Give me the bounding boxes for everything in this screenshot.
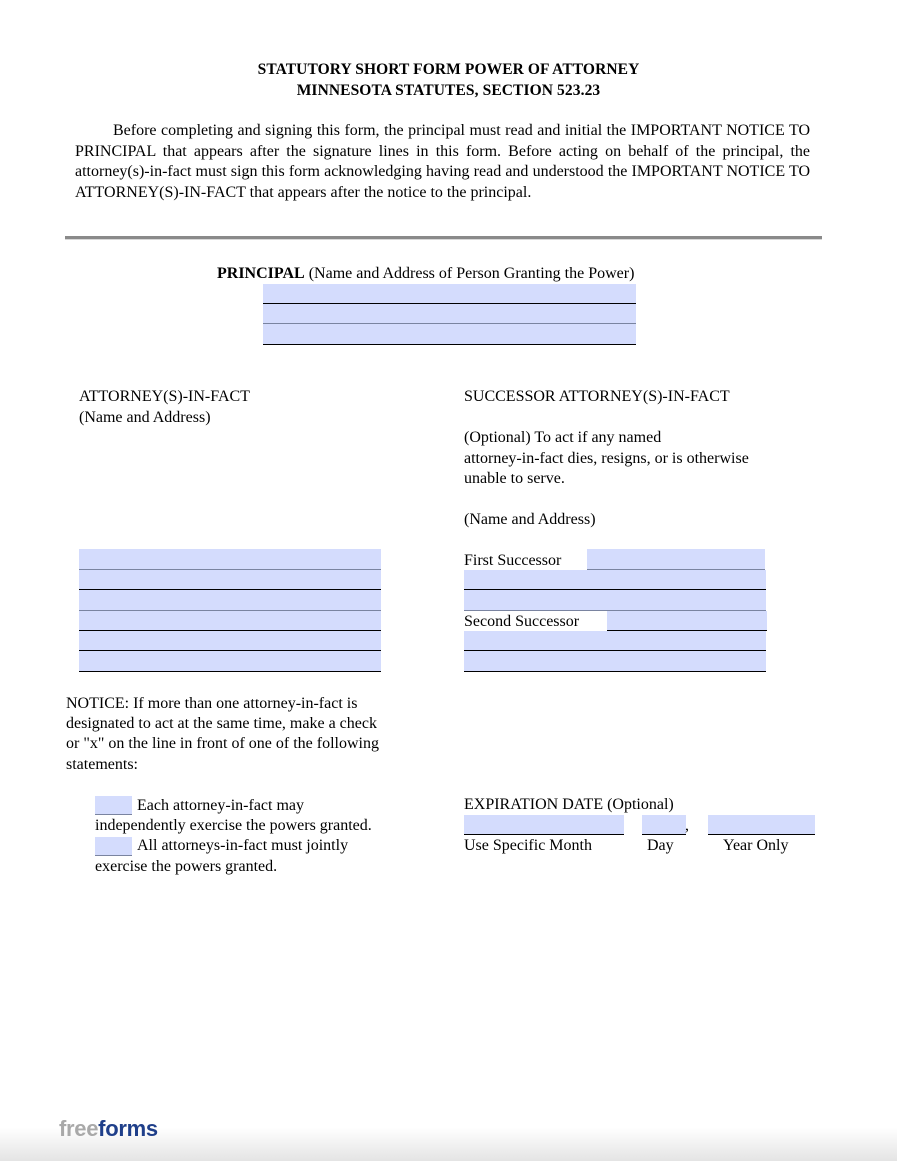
notice-line-4: statements: <box>66 756 138 773</box>
freeforms-logo <box>59 1116 158 1142</box>
expiration-month-label: Use Specific Month <box>464 837 592 854</box>
expiration-year-field[interactable] <box>708 815 815 835</box>
second-successor-field-2[interactable] <box>464 631 766 651</box>
principal-label-bold: PRINCIPAL <box>217 265 305 282</box>
second-successor-label: Second Successor <box>464 612 582 633</box>
principal-field-1[interactable] <box>263 284 636 304</box>
attorney-field-5[interactable] <box>79 631 381 651</box>
option-independent-line-2: independently exercise the powers granted. <box>95 817 372 834</box>
first-successor-field-2[interactable] <box>464 570 766 590</box>
expiration-year-label: Year Only <box>723 837 789 854</box>
logo-free-text: free <box>59 1116 99 1141</box>
attorney-field-1[interactable] <box>79 549 381 570</box>
attorney-heading: ATTORNEY(S)-IN-FACT <box>79 388 250 405</box>
expiration-day-label: Day <box>647 837 674 854</box>
attorney-field-4[interactable] <box>79 611 381 631</box>
successor-optional-line-1: (Optional) To act if any named <box>464 429 662 446</box>
first-successor-label: First Successor <box>464 552 562 569</box>
attorney-field-6[interactable] <box>79 651 381 672</box>
notice-line-1: NOTICE: If more than one attorney-in-fact is <box>66 695 358 712</box>
document-title: STATUTORY SHORT FORM POWER OF ATTORNEY <box>257 61 640 78</box>
option-jointly-line-1: All attorneys-in-fact must jointly <box>137 837 349 854</box>
first-successor-field-1[interactable] <box>587 549 765 570</box>
option-jointly-line-2: exercise the powers granted. <box>95 858 278 875</box>
intro-paragraph: Before completing and signing this form, the principal must read and initial the IMPORTANT NOTICE TO PRINCIPAL that appears after the signature lines in this form. Before acting on behalf of the principal, the attorney(s)-in-fact must sign this form acknowledging having read and understood the IMPORTANT NOTICE TO ATTORNEY(S)-IN-FACT that appears after the notice to the principal. <box>75 122 810 201</box>
successor-heading: SUCCESSOR ATTORNEY(S)-IN-FACT <box>464 388 730 405</box>
principal-field-2[interactable] <box>263 304 636 324</box>
attorney-field-2[interactable] <box>79 570 381 590</box>
logo-forms-text: forms <box>98 1116 158 1141</box>
principal-field-3[interactable] <box>263 324 636 345</box>
expiration-day-field[interactable] <box>642 815 686 835</box>
second-successor-field-3[interactable] <box>464 651 766 672</box>
option-jointly-checkbox[interactable] <box>95 837 132 856</box>
section-divider <box>65 236 822 240</box>
successor-name-address-label: (Name and Address) <box>464 511 596 528</box>
option-independent-line-1: Each attorney-in-fact may <box>137 797 305 814</box>
successor-optional-line-3: unable to serve. <box>464 470 565 487</box>
notice-line-3: or "x" on the line in front of one of the following <box>66 735 379 752</box>
first-successor-field-3[interactable] <box>464 590 766 611</box>
second-successor-field-1[interactable] <box>607 611 767 631</box>
notice-line-2: designated to act at the same time, make a check <box>66 715 377 732</box>
document-subtitle: MINNESOTA STATUTES, SECTION 523.23 <box>296 82 601 99</box>
principal-label <box>217 264 634 285</box>
principal-label-desc: (Name and Address of Person Granting the Power) <box>304 265 635 282</box>
expiration-heading: EXPIRATION DATE (Optional) <box>464 796 674 813</box>
option-independent-checkbox[interactable] <box>95 796 132 815</box>
attorney-subheading: (Name and Address) <box>79 409 211 426</box>
attorney-field-3[interactable] <box>79 590 381 611</box>
expiration-month-field[interactable] <box>464 815 624 835</box>
expiration-comma: , <box>685 817 689 834</box>
successor-optional-line-2: attorney-in-fact dies, resigns, or is otherwise <box>464 450 749 467</box>
